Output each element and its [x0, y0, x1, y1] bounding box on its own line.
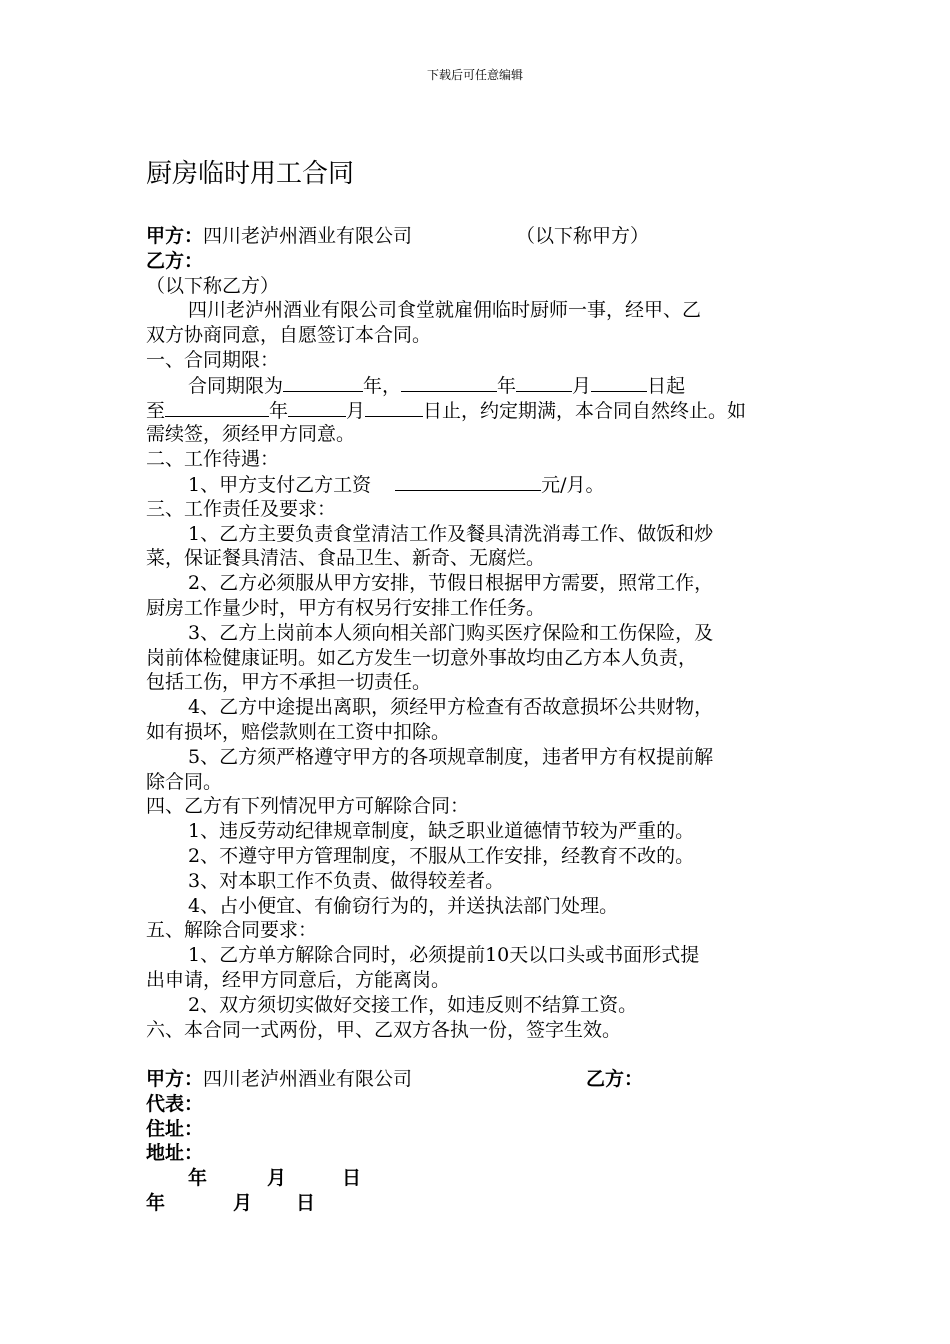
- start-month-blank[interactable]: [516, 373, 572, 392]
- date-b-month: 月: [233, 1192, 253, 1215]
- s5-item-1a: 1、乙方单方解除合同时，必须提前10天以口头或书面形式提: [188, 944, 700, 967]
- contract-body: [146, 224, 806, 1216]
- s3-item-2b: 厨房工作量少时，甲方有权另行安排工作任务。: [146, 596, 546, 619]
- sign-b-label: 乙方：: [586, 1068, 644, 1091]
- date-b-day: 日: [296, 1192, 316, 1215]
- salary-line: [146, 472, 806, 497]
- s4-item-4: 4、占小便宜、有偷窃行为的，并送执法部门处理。: [188, 894, 619, 917]
- date-line-a: [146, 1166, 806, 1191]
- date-a-month: 月: [267, 1167, 287, 1190]
- s5-item-2: 2、双方须切实做好交接工作，如违反则不结算工资。: [188, 993, 638, 1016]
- end-day-blank[interactable]: [365, 398, 423, 417]
- start-day-blank[interactable]: [591, 373, 647, 392]
- salary-label: 1、甲方支付乙方工资: [188, 473, 372, 496]
- term-line-1: [146, 373, 806, 398]
- date-b-year: 年: [146, 1192, 166, 1215]
- s4-item-3: 3、对本职工作不负责、做得较差者。: [188, 869, 505, 892]
- section-6: 六、本合同一式两份，甲、乙双方各执一份，签字生效。: [146, 1018, 622, 1041]
- end-month-blank[interactable]: [288, 398, 346, 417]
- s3-item-3c: 包括工伤，甲方不承担一切责任。: [146, 671, 432, 694]
- term-renew: 需续签，须经甲方同意。: [146, 423, 356, 446]
- s4-item-1: 1、违反劳动纪律规章制度，缺乏职业道德情节较为严重的。: [188, 820, 695, 843]
- signature-party-line: [146, 1067, 806, 1092]
- header-note: 下载后可任意编辑: [426, 68, 523, 82]
- s3-item-1b: 菜，保证餐具清洁、食品卫生、新奇、无腐烂。: [146, 547, 546, 570]
- start-month-unit: 月: [572, 374, 592, 397]
- party-b-label: 乙方：: [146, 249, 204, 272]
- section-5-title: 五、解除合同要求：: [146, 919, 318, 942]
- start-day-unit: 日起: [647, 374, 686, 397]
- sign-a-name: 四川老泸州酒业有限公司: [203, 1068, 413, 1091]
- intro-line-2: 双方协商同意，自愿签订本合同。: [146, 324, 432, 347]
- term-line-2: [146, 398, 806, 423]
- s3-item-4a: 4、乙方中途提出离职，须经甲方检查有否故意损坏公共财物，: [188, 696, 714, 719]
- term-to: 至: [146, 399, 166, 422]
- start-year-unit: 年: [497, 374, 517, 397]
- sign-address: 地址：: [146, 1142, 204, 1165]
- term-label: 合同期限为: [188, 374, 284, 397]
- s4-item-2: 2、不遵守甲方管理制度，不服从工作安排，经教育不改的。: [188, 844, 695, 867]
- date-a-year: 年: [188, 1167, 208, 1190]
- section-1-title: 一、合同期限：: [146, 348, 280, 371]
- s3-item-4b: 如有损坏，赔偿款则在工资中扣除。: [146, 720, 451, 743]
- s5-item-1b: 出申请，经甲方同意后，方能离岗。: [146, 968, 451, 991]
- s3-item-5a: 5、乙方须严格遵守甲方的各项规章制度，违者甲方有权提前解: [188, 745, 714, 768]
- sign-a-label: 甲方：: [146, 1068, 204, 1091]
- sign-residence: 住址：: [146, 1117, 204, 1140]
- document-title: 厨房临时用工合同: [146, 159, 355, 189]
- intro-line-1: 四川老泸州酒业有限公司食堂就雇佣临时厨师一事，经甲、乙: [188, 299, 702, 322]
- date-a-day: 日: [342, 1167, 362, 1190]
- party-b-line: [146, 249, 806, 274]
- party-b-alias: （以下称乙方）: [146, 274, 280, 297]
- salary-unit: 元/月。: [541, 473, 605, 496]
- end-year-blank[interactable]: [165, 398, 269, 417]
- party-a-label: 甲方：: [146, 225, 204, 247]
- salary-blank[interactable]: [395, 472, 541, 491]
- s3-item-1a: 1、乙方主要负责食堂清洁工作及餐具清洗消毒工作、做饭和炒: [188, 522, 714, 545]
- party-a-name: 四川老泸州酒业有限公司: [203, 225, 413, 247]
- section-4-title: 四、乙方有下列情况甲方可解除合同：: [146, 795, 470, 818]
- start-year-blank[interactable]: [401, 373, 497, 392]
- section-3-title: 三、工作责任及要求：: [146, 497, 337, 520]
- end-year-unit: 年: [269, 399, 289, 422]
- s3-item-5b: 除合同。: [146, 770, 223, 793]
- s3-item-3a: 3、乙方上岗前本人须向相关部门购买医疗保险和工伤保险，及: [188, 621, 714, 644]
- sign-representative: 代表：: [146, 1092, 204, 1115]
- end-month-unit: 月: [346, 399, 366, 422]
- party-a-line: [146, 224, 806, 249]
- s3-item-3b: 岗前体检健康证明。如乙方发生一切意外事故均由乙方本人负责，: [146, 646, 698, 669]
- section-2-title: 二、工作待遇：: [146, 448, 280, 471]
- s3-item-2a: 2、乙方必须服从甲方安排，节假日根据甲方需要，照常工作，: [188, 572, 714, 595]
- term-years-unit: 年，: [363, 374, 402, 397]
- term-years-blank[interactable]: [283, 373, 363, 392]
- party-a-alias: （以下称甲方）: [516, 225, 650, 247]
- date-line-b: [146, 1191, 806, 1216]
- term-end-text: 日止，约定期满，本合同自然终止。如: [423, 399, 747, 422]
